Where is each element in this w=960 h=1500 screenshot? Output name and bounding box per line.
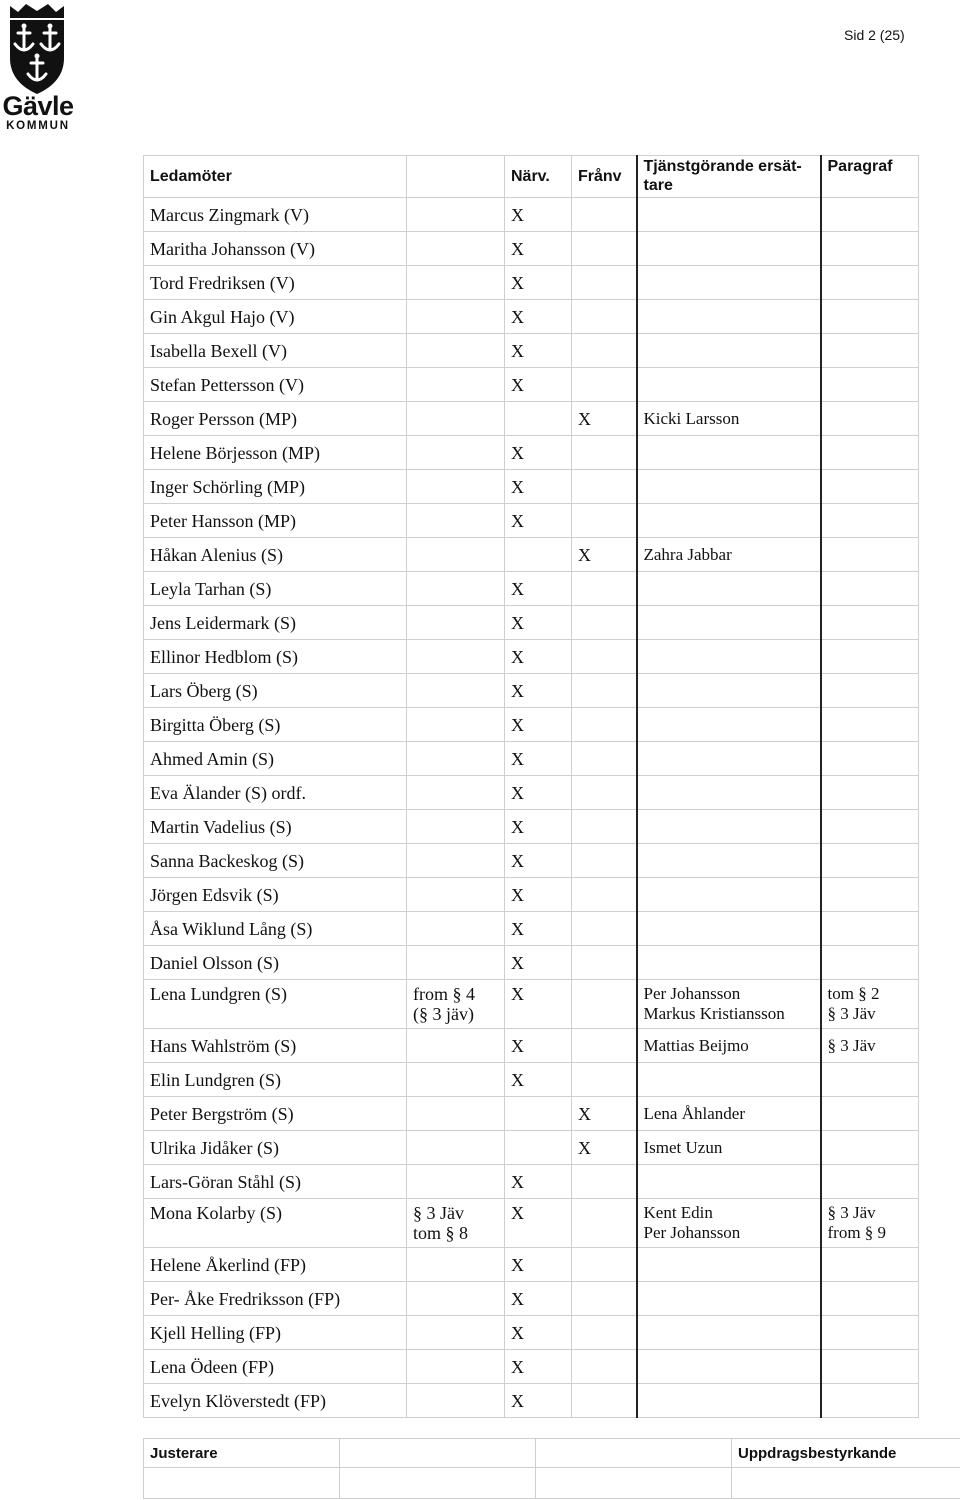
present-mark: X <box>505 1316 572 1350</box>
absent-mark <box>572 198 637 232</box>
substitute-name <box>637 1063 821 1097</box>
member-note <box>407 776 505 810</box>
present-mark: X <box>505 878 572 912</box>
member-note <box>407 810 505 844</box>
certification-field[interactable] <box>732 1468 960 1499</box>
signature-field-3[interactable] <box>536 1468 732 1499</box>
substitute-name <box>637 776 821 810</box>
table-row <box>144 1063 919 1097</box>
member-note <box>407 674 505 708</box>
member-note <box>407 1316 505 1350</box>
present-mark: X <box>505 436 572 470</box>
substitute-name <box>637 1384 821 1418</box>
member-name: Peter Hansson (MP) <box>144 504 407 538</box>
member-name: Jens Leidermark (S) <box>144 606 407 640</box>
table-row <box>144 708 919 742</box>
absent-mark <box>572 1165 637 1199</box>
table-row <box>144 368 919 402</box>
member-note <box>407 1063 505 1097</box>
member-name: Lars Öberg (S) <box>144 674 407 708</box>
paragraph-note <box>821 504 919 538</box>
paragraph-note <box>821 266 919 300</box>
member-note <box>407 436 505 470</box>
paragraph-note <box>821 1282 919 1316</box>
absent-mark <box>572 504 637 538</box>
absent-mark <box>572 844 637 878</box>
member-name: Marcus Zingmark (V) <box>144 198 407 232</box>
paragraph-note <box>821 470 919 504</box>
substitute-name <box>637 1350 821 1384</box>
member-name: Helene Åkerlind (FP) <box>144 1248 407 1282</box>
substitute-name <box>637 640 821 674</box>
member-note <box>407 1165 505 1199</box>
absent-mark <box>572 912 637 946</box>
substitute-name <box>637 708 821 742</box>
member-name: Sanna Backeskog (S) <box>144 844 407 878</box>
substitute-name <box>637 198 821 232</box>
table-row <box>144 776 919 810</box>
substitute-name <box>637 946 821 980</box>
substitute-name <box>637 1165 821 1199</box>
substitute-name <box>637 504 821 538</box>
municipality-suffix: KOMMUN <box>6 120 70 132</box>
paragraph-note <box>821 776 919 810</box>
member-note <box>407 402 505 436</box>
table-row <box>144 1282 919 1316</box>
member-note <box>407 334 505 368</box>
table-row <box>144 538 919 572</box>
member-name: Hans Wahlström (S) <box>144 1029 407 1063</box>
absent-mark <box>572 1063 637 1097</box>
member-name: Lena Ödeen (FP) <box>144 1350 407 1384</box>
page-number: Sid 2 (25) <box>844 27 905 43</box>
absent-mark <box>572 708 637 742</box>
table-row <box>144 946 919 980</box>
absent-mark <box>572 674 637 708</box>
paragraph-note <box>821 640 919 674</box>
present-mark: X <box>505 334 572 368</box>
present-mark: X <box>505 198 572 232</box>
member-note <box>407 368 505 402</box>
member-note <box>407 708 505 742</box>
table-row <box>144 1199 919 1248</box>
member-name: Åsa Wiklund Lång (S) <box>144 912 407 946</box>
member-name: Kjell Helling (FP) <box>144 1316 407 1350</box>
present-mark: X <box>505 572 572 606</box>
member-name: Maritha Johansson (V) <box>144 232 407 266</box>
table-row <box>144 1131 919 1165</box>
substitute-name <box>637 232 821 266</box>
member-name: Eva Älander (S) ordf. <box>144 776 407 810</box>
member-name: Ulrika Jidåker (S) <box>144 1131 407 1165</box>
table-row <box>144 640 919 674</box>
table-row <box>144 912 919 946</box>
absent-mark <box>572 572 637 606</box>
substitute-name <box>637 606 821 640</box>
attendance-rows <box>144 198 919 1418</box>
member-note <box>407 606 505 640</box>
member-name: Leyla Tarhan (S) <box>144 572 407 606</box>
absent-mark <box>572 640 637 674</box>
paragraph-note <box>821 1316 919 1350</box>
table-row <box>144 266 919 300</box>
member-note <box>407 946 505 980</box>
substitute-name <box>637 334 821 368</box>
table-row <box>144 878 919 912</box>
present-mark: X <box>505 232 572 266</box>
member-note <box>407 844 505 878</box>
present-mark: X <box>505 504 572 538</box>
table-row <box>144 300 919 334</box>
substitute-name <box>637 878 821 912</box>
member-note: from § 4 (§ 3 jäv) <box>407 980 505 1029</box>
paragraph-note <box>821 810 919 844</box>
absent-mark <box>572 878 637 912</box>
absent-mark <box>572 266 637 300</box>
col-header-present: Närv. <box>505 156 572 198</box>
substitute-name <box>637 1248 821 1282</box>
coat-of-arms-icon <box>2 2 72 96</box>
substitute-name <box>637 912 821 946</box>
member-name: Ahmed Amin (S) <box>144 742 407 776</box>
reviewer-label: Justerare <box>144 1439 340 1468</box>
signature-label-row <box>144 1439 960 1468</box>
member-note <box>407 878 505 912</box>
certification-label: Uppdragsbestyrkande <box>732 1439 960 1468</box>
substitute-name <box>637 674 821 708</box>
substitute-name <box>637 470 821 504</box>
absent-mark <box>572 1316 637 1350</box>
member-note <box>407 470 505 504</box>
paragraph-note <box>821 1063 919 1097</box>
member-note <box>407 198 505 232</box>
member-name: Inger Schörling (MP) <box>144 470 407 504</box>
member-name: Elin Lundgren (S) <box>144 1063 407 1097</box>
member-name: Lars-Göran Ståhl (S) <box>144 1165 407 1199</box>
member-name: Helene Börjesson (MP) <box>144 436 407 470</box>
paragraph-note <box>821 606 919 640</box>
member-name: Mona Kolarby (S) <box>144 1199 407 1248</box>
member-note <box>407 232 505 266</box>
present-mark: X <box>505 742 572 776</box>
substitute-name: Kent Edin Per Johansson <box>637 1199 821 1248</box>
col-header-note <box>407 156 505 198</box>
paragraph-note <box>821 708 919 742</box>
member-note <box>407 640 505 674</box>
present-mark: X <box>505 776 572 810</box>
substitute-name: Kicki Larsson <box>637 402 821 436</box>
absent-mark <box>572 232 637 266</box>
present-mark <box>505 402 572 436</box>
present-mark: X <box>505 844 572 878</box>
table-row <box>144 436 919 470</box>
signature-field-1[interactable] <box>144 1468 340 1499</box>
present-mark: X <box>505 1063 572 1097</box>
absent-mark <box>572 1199 637 1248</box>
substitute-name <box>637 266 821 300</box>
table-row <box>144 1248 919 1282</box>
absent-mark <box>572 1350 637 1384</box>
member-name: Birgitta Öberg (S) <box>144 708 407 742</box>
paragraph-note <box>821 878 919 912</box>
col-header-members: Ledamöter <box>144 156 407 198</box>
paragraph-note <box>821 742 919 776</box>
present-mark: X <box>505 1350 572 1384</box>
table-row <box>144 606 919 640</box>
paragraph-note <box>821 538 919 572</box>
table-row <box>144 810 919 844</box>
absent-mark <box>572 946 637 980</box>
present-mark: X <box>505 946 572 980</box>
paragraph-note <box>821 232 919 266</box>
substitute-name <box>637 300 821 334</box>
attendance-table <box>143 155 919 1418</box>
paragraph-note <box>821 1165 919 1199</box>
member-name: Isabella Bexell (V) <box>144 334 407 368</box>
substitute-name: Mattias Beijmo <box>637 1029 821 1063</box>
member-note <box>407 538 505 572</box>
table-row <box>144 980 919 1029</box>
member-note <box>407 300 505 334</box>
member-note <box>407 1282 505 1316</box>
absent-mark <box>572 368 637 402</box>
absent-mark: X <box>572 402 637 436</box>
paragraph-note <box>821 844 919 878</box>
table-row <box>144 674 919 708</box>
member-note <box>407 1350 505 1384</box>
member-note <box>407 1384 505 1418</box>
paragraph-note <box>821 436 919 470</box>
signature-table <box>143 1438 960 1499</box>
member-note <box>407 504 505 538</box>
substitute-name: Ismet Uzun <box>637 1131 821 1165</box>
paragraph-note <box>821 300 919 334</box>
present-mark: X <box>505 1248 572 1282</box>
member-note <box>407 1248 505 1282</box>
table-row <box>144 742 919 776</box>
reviewer-label-spacer <box>340 1439 536 1468</box>
signature-field-2[interactable] <box>340 1468 536 1499</box>
present-mark: X <box>505 980 572 1029</box>
table-row <box>144 504 919 538</box>
paragraph-note <box>821 1384 919 1418</box>
col-header-paragraph: Paragraf <box>821 156 919 198</box>
absent-mark <box>572 606 637 640</box>
table-row <box>144 844 919 878</box>
table-row <box>144 470 919 504</box>
substitute-name <box>637 572 821 606</box>
absent-mark <box>572 1029 637 1063</box>
present-mark: X <box>505 1199 572 1248</box>
paragraph-note: § 3 Jäv from § 9 <box>821 1199 919 1248</box>
member-name: Evelyn Klöverstedt (FP) <box>144 1384 407 1418</box>
substitute-name <box>637 810 821 844</box>
member-name: Håkan Alenius (S) <box>144 538 407 572</box>
substitute-name <box>637 742 821 776</box>
member-note: § 3 Jäv tom § 8 <box>407 1199 505 1248</box>
substitute-name <box>637 1282 821 1316</box>
present-mark: X <box>505 708 572 742</box>
substitute-name: Lena Åhlander <box>637 1097 821 1131</box>
absent-mark: X <box>572 1097 637 1131</box>
absent-mark <box>572 470 637 504</box>
present-mark: X <box>505 1165 572 1199</box>
absent-mark <box>572 776 637 810</box>
present-mark: X <box>505 368 572 402</box>
table-row <box>144 402 919 436</box>
member-note <box>407 1097 505 1131</box>
table-row <box>144 1316 919 1350</box>
col-header-absent: Frånv <box>572 156 637 198</box>
substitute-name <box>637 844 821 878</box>
paragraph-note <box>821 402 919 436</box>
paragraph-note <box>821 198 919 232</box>
member-name: Tord Fredriksen (V) <box>144 266 407 300</box>
member-name: Roger Persson (MP) <box>144 402 407 436</box>
absent-mark: X <box>572 538 637 572</box>
paragraph-note <box>821 674 919 708</box>
table-header-row <box>144 156 919 198</box>
paragraph-note: tom § 2 § 3 Jäv <box>821 980 919 1029</box>
present-mark: X <box>505 674 572 708</box>
paragraph-note <box>821 1131 919 1165</box>
present-mark: X <box>505 1384 572 1418</box>
absent-mark <box>572 980 637 1029</box>
member-name: Stefan Pettersson (V) <box>144 368 407 402</box>
member-name: Peter Bergström (S) <box>144 1097 407 1131</box>
table-row <box>144 1029 919 1063</box>
member-note <box>407 266 505 300</box>
paragraph-note <box>821 1248 919 1282</box>
table-row <box>144 1165 919 1199</box>
table-row <box>144 334 919 368</box>
member-name: Gin Akgul Hajo (V) <box>144 300 407 334</box>
substitute-name <box>637 1316 821 1350</box>
paragraph-note <box>821 1350 919 1384</box>
member-note <box>407 742 505 776</box>
present-mark: X <box>505 606 572 640</box>
present-mark: X <box>505 912 572 946</box>
absent-mark <box>572 436 637 470</box>
present-mark: X <box>505 640 572 674</box>
member-note <box>407 1029 505 1063</box>
table-row <box>144 1350 919 1384</box>
present-mark: X <box>505 1282 572 1316</box>
table-row <box>144 572 919 606</box>
present-mark: X <box>505 1029 572 1063</box>
table-row <box>144 1384 919 1418</box>
absent-mark <box>572 1384 637 1418</box>
present-mark <box>505 1097 572 1131</box>
present-mark <box>505 1131 572 1165</box>
present-mark: X <box>505 810 572 844</box>
absent-mark <box>572 300 637 334</box>
substitute-name <box>637 368 821 402</box>
present-mark: X <box>505 266 572 300</box>
member-note <box>407 572 505 606</box>
municipality-name: Gävle <box>2 91 74 121</box>
absent-mark <box>572 1248 637 1282</box>
member-name: Per- Åke Fredriksson (FP) <box>144 1282 407 1316</box>
paragraph-note <box>821 572 919 606</box>
absent-mark <box>572 810 637 844</box>
member-name: Daniel Olsson (S) <box>144 946 407 980</box>
absent-mark <box>572 742 637 776</box>
absent-mark <box>572 334 637 368</box>
substitute-name: Per Johansson Markus Kristiansson <box>637 980 821 1029</box>
table-row <box>144 232 919 266</box>
paragraph-note <box>821 334 919 368</box>
paragraph-note <box>821 1097 919 1131</box>
substitute-name <box>637 436 821 470</box>
reviewer-label-spacer <box>536 1439 732 1468</box>
present-mark: X <box>505 470 572 504</box>
member-name: Martin Vadelius (S) <box>144 810 407 844</box>
table-row <box>144 198 919 232</box>
signature-row <box>144 1468 960 1499</box>
paragraph-note <box>821 368 919 402</box>
paragraph-note <box>821 912 919 946</box>
table-row <box>144 1097 919 1131</box>
paragraph-note: § 3 Jäv <box>821 1029 919 1063</box>
absent-mark <box>572 1282 637 1316</box>
absent-mark: X <box>572 1131 637 1165</box>
member-name: Lena Lundgren (S) <box>144 980 407 1029</box>
member-name: Jörgen Edsvik (S) <box>144 878 407 912</box>
col-header-substitute: Tjänstgörande ersät-tare <box>637 156 821 198</box>
member-name: Ellinor Hedblom (S) <box>144 640 407 674</box>
substitute-name: Zahra Jabbar <box>637 538 821 572</box>
paragraph-note <box>821 946 919 980</box>
present-mark <box>505 538 572 572</box>
present-mark: X <box>505 300 572 334</box>
member-note <box>407 912 505 946</box>
member-note <box>407 1131 505 1165</box>
